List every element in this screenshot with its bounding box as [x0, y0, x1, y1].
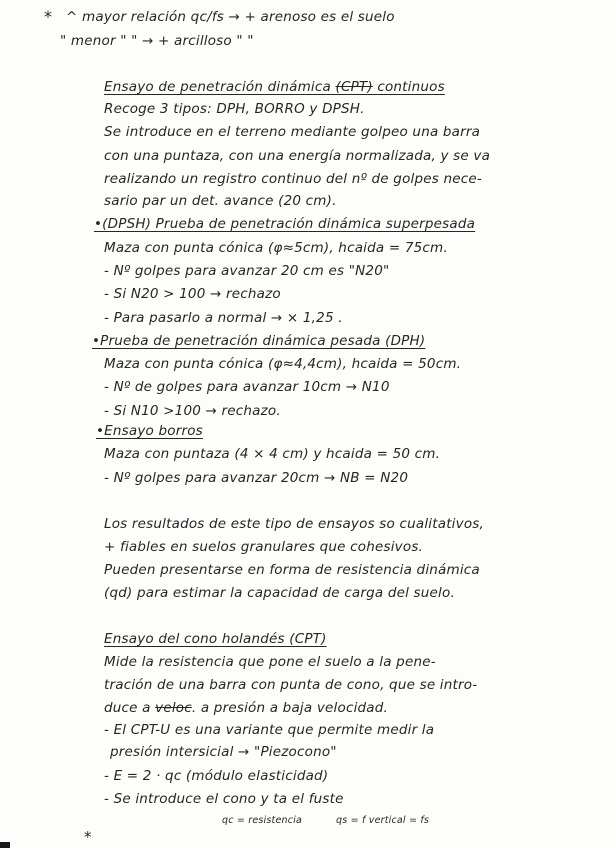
- dynamic-line: Recoge 3 tipos: DPH, BORRO y DPSH.: [104, 101, 365, 117]
- dpsh-line: - Nº golpes para avanzar 20 cm es "N20": [104, 263, 390, 279]
- results-line: Los resultados de este tipo de ensayos so cualitativos,: [104, 516, 485, 532]
- cpt-crossed-word: veloc: [155, 700, 192, 716]
- dynamic-title-text: Ensayo de penetración dinámica: [104, 79, 331, 95]
- dpsh-line: - Para pasarlo a normal → × 1,25 .: [104, 310, 343, 326]
- dynamic-title-crossed: (CPT): [335, 79, 373, 95]
- note-line-1: ^ mayor relación qc/fs → + arenoso es el suelo: [66, 9, 395, 25]
- results-line: + fiables en suelos granulares que cohesivos.: [104, 539, 424, 555]
- dynamic-line: sario par un det. avance (20 cm).: [104, 193, 337, 209]
- cpt-line: tración de una barra con punta de cono, que se intro-: [104, 677, 478, 693]
- cpt-line-text: . a presión a baja velocidad.: [191, 700, 389, 716]
- cpt-line: - Se introduce el cono y ta el fuste: [104, 791, 344, 807]
- cpt-annotation-qs: qs = f vertical = fs: [336, 815, 430, 826]
- dynamic-line: realizando un registro continuo del nº de golpes nece-: [104, 171, 482, 187]
- cpt-line-text: duce a: [104, 700, 151, 716]
- bottom-star-mark: *: [84, 828, 92, 846]
- results-line: (qd) para estimar la capacidad de carga del suelo.: [104, 585, 455, 601]
- cpt-line: - El CPT-U es una variante que permite medir la: [104, 722, 435, 738]
- results-line: Pueden presentarse en forma de resistencia dinámica: [104, 562, 480, 578]
- scan-edge-mark: [0, 842, 10, 848]
- borros-line: Maza con puntaza (4 × 4 cm) y hcaida = 50 cm.: [104, 446, 441, 462]
- cpt-line: - E = 2 · qc (módulo elasticidad): [104, 768, 329, 784]
- dynamic-title: [104, 79, 445, 95]
- dph-line: - Nº de golpes para avanzar 10cm → N10: [104, 379, 390, 395]
- cpt-line: [104, 700, 388, 716]
- borros-line: - Nº golpes para avanzar 20cm → NB = N20: [104, 470, 409, 486]
- dynamic-line: Se introduce en el terreno mediante golpeo una barra: [104, 124, 481, 140]
- dpsh-line: - Si N20 > 100 → rechazo: [104, 286, 281, 302]
- note-line-2: " menor " " → + arcilloso " ": [60, 33, 254, 49]
- cpt-line: Mide la resistencia que pone el suelo a la pene-: [104, 654, 436, 670]
- dynamic-title-suffix: continuos: [377, 79, 445, 95]
- dpsh-title: •(DPSH) Prueba de penetración dinámica superpesada: [94, 216, 476, 232]
- dpsh-line: Maza con punta cónica (φ≈5cm), hcaida = 75cm.: [104, 240, 448, 256]
- dynamic-line: con una puntaza, con una energía normalizada, y se va: [104, 148, 491, 164]
- dph-line: Maza con punta cónica (φ≈4,4cm), hcaida = 50cm.: [104, 356, 462, 372]
- cpt-annotation-qc: qc = resistencia: [222, 815, 303, 826]
- dph-title: •Prueba de penetración dinámica pesada (DPH): [92, 333, 426, 349]
- dph-line: - Si N10 >100 → rechazo.: [104, 403, 281, 419]
- star-mark: *: [44, 7, 53, 26]
- cpt-line: presión intersicial → "Piezocono": [110, 744, 337, 760]
- cpt-title: Ensayo del cono holandés (CPT): [104, 631, 327, 647]
- borros-title: •Ensayo borros: [96, 423, 203, 439]
